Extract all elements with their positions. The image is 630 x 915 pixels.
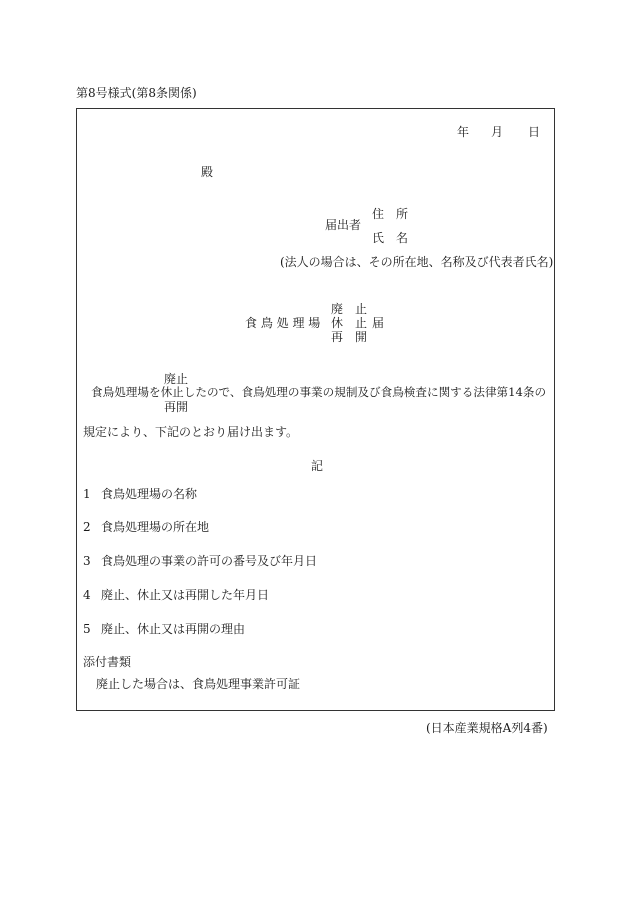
body-line-2: 規定により、下記のとおり届け出ます。 [83, 425, 299, 439]
form-number-label: 第8号様式(第8条関係) [76, 86, 197, 100]
body-option-resume: 再開 [164, 400, 189, 414]
title-option-abolish: 廃 止 [331, 302, 368, 316]
item-text: 廃止、休止又は再開した年月日 [101, 588, 270, 602]
paper-size-note: (日本産業規格A列4番) [426, 721, 548, 735]
item-number: 5 [83, 622, 91, 636]
item-text: 食鳥処理場の所在地 [101, 520, 210, 534]
item-number: 1 [83, 487, 91, 501]
item-text: 食鳥処理場の名称 [101, 487, 198, 501]
title-option-suspend: 休 止 [331, 316, 368, 330]
item-number: 2 [83, 520, 91, 534]
item-number: 4 [83, 588, 91, 602]
title-prefix: 食 鳥 処 理 場 [245, 316, 321, 330]
notifier-label: 届出者 [325, 218, 362, 232]
corporate-note: (法人の場合は、その所在地、名称及び代表者氏名) [280, 255, 554, 269]
ki-label: 記 [311, 459, 324, 473]
body-line-1: 食鳥処理場を休止したので、食鳥処理の事業の規制及び食鳥検査に関する法律第14条の [91, 385, 547, 399]
title-suffix: 届 [372, 316, 385, 330]
attachments-heading: 添付書類 [83, 655, 132, 669]
notifier-address-label: 住 所 [372, 207, 409, 221]
notifier-name-label: 氏 名 [372, 231, 409, 245]
attachments-text: 廃止した場合は、食鳥処理事業許可証 [96, 677, 301, 691]
date-year-label: 年 [457, 125, 470, 139]
title-option-resume: 再 開 [331, 330, 368, 344]
addressee-suffix: 殿 [201, 165, 214, 179]
date-day-label: 日 [528, 125, 541, 139]
form-frame [76, 108, 555, 711]
date-month-label: 月 [491, 125, 504, 139]
item-number: 3 [83, 554, 91, 568]
item-text: 食鳥処理の事業の許可の番号及び年月日 [101, 554, 318, 568]
body-option-abolish: 廃止 [164, 372, 189, 386]
item-text: 廃止、休止又は再開の理由 [101, 622, 246, 636]
